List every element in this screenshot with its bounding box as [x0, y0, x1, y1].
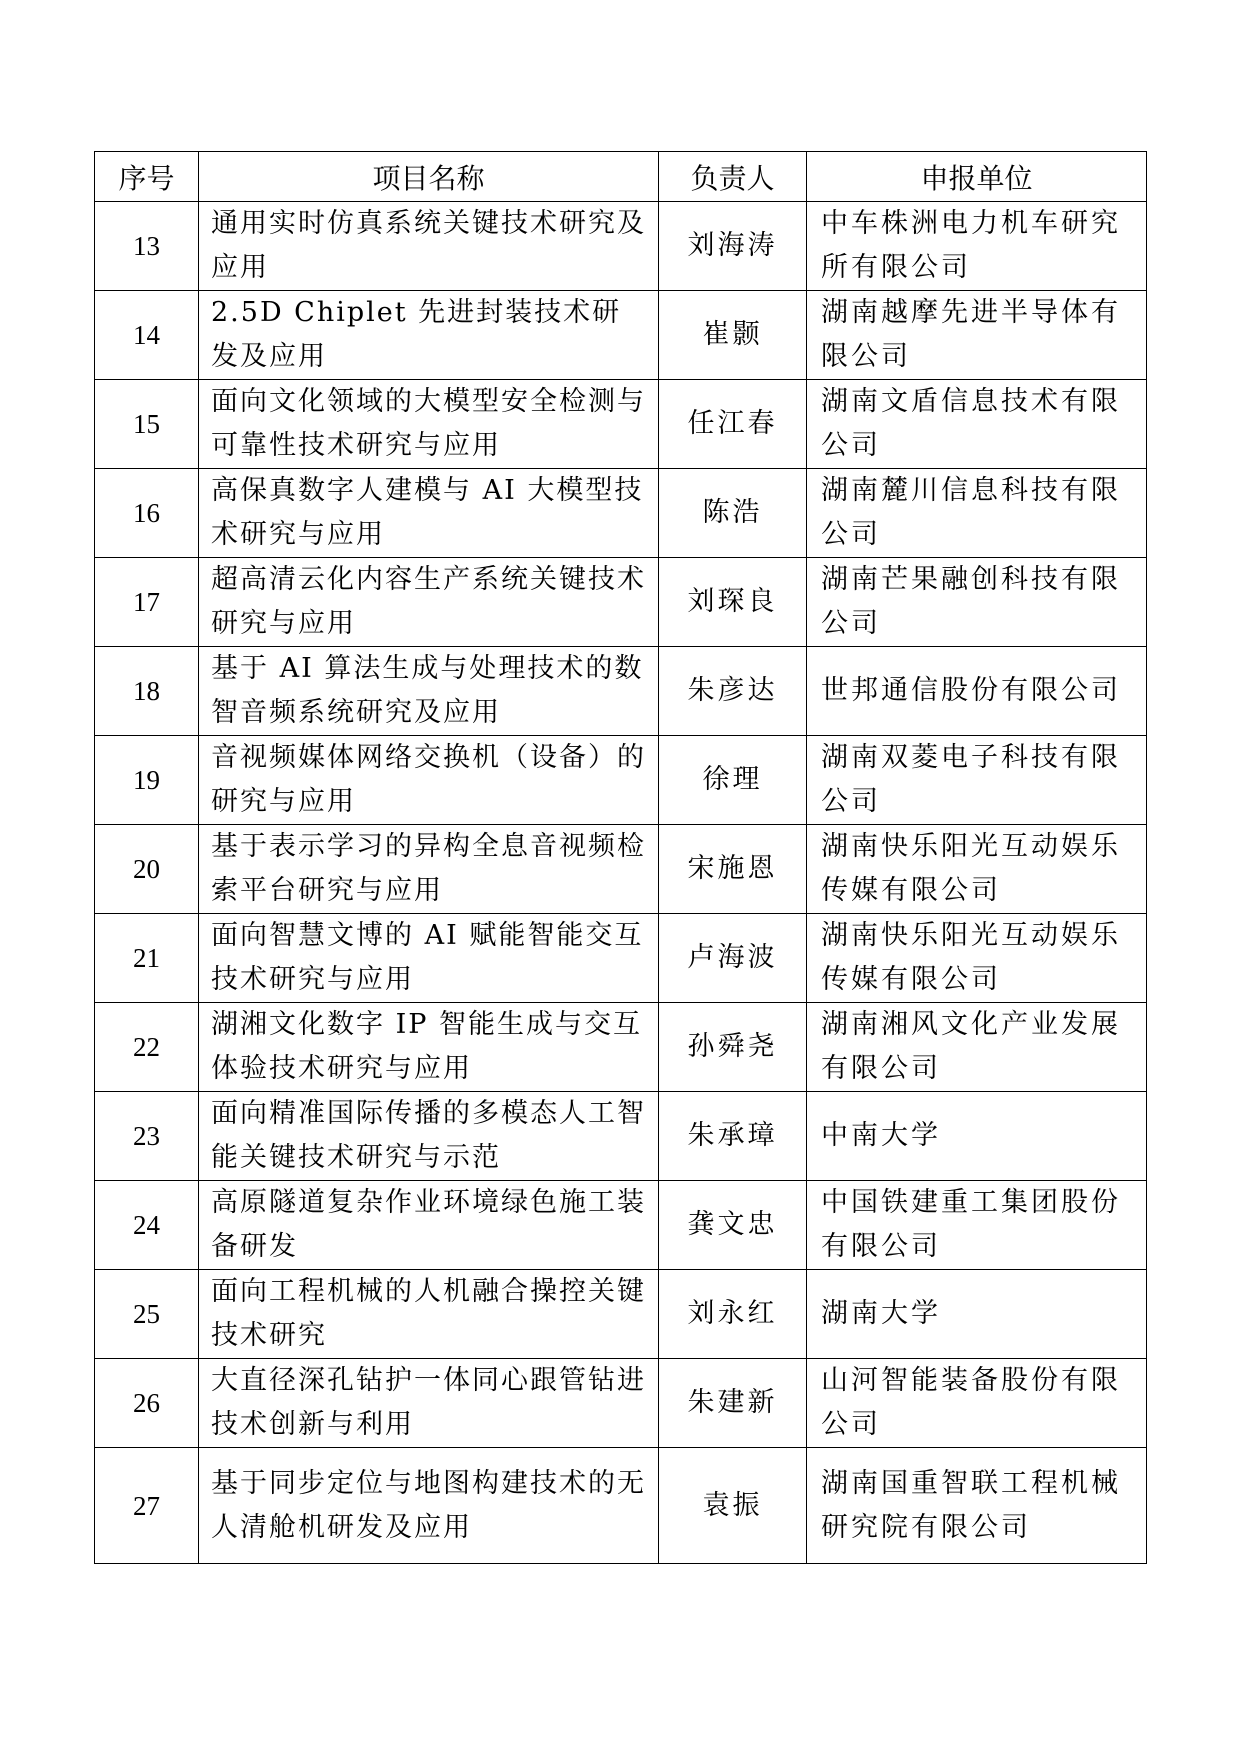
row-seq: 14 [95, 291, 199, 380]
row-seq: 24 [95, 1181, 199, 1270]
row-project-name: 音视频媒体网络交换机（设备）的研究与应用 [199, 736, 659, 825]
row-project-name: 基于表示学习的异构全息音视频检索平台研究与应用 [199, 825, 659, 914]
row-project-name: 面向智慧文博的 AI 赋能智能交互技术研究与应用 [199, 914, 659, 1003]
table-header-row [95, 152, 1147, 202]
row-project-name: 面向工程机械的人机融合操控关键技术研究 [199, 1270, 659, 1359]
table-row [95, 202, 1147, 291]
row-applicant-unit: 山河智能装备股份有限公司 [807, 1359, 1147, 1448]
row-applicant-unit: 世邦通信股份有限公司 [807, 647, 1147, 736]
row-applicant-unit: 湖南麓川信息科技有限公司 [807, 469, 1147, 558]
row-seq: 16 [95, 469, 199, 558]
row-project-name: 高原隧道复杂作业环境绿色施工装备研发 [199, 1181, 659, 1270]
row-project-name: 基于 AI 算法生成与处理技术的数智音频系统研究及应用 [199, 647, 659, 736]
row-seq: 13 [95, 202, 199, 291]
table-row [95, 647, 1147, 736]
row-applicant-unit: 湖南越摩先进半导体有限公司 [807, 291, 1147, 380]
row-leader: 袁振 [659, 1448, 807, 1564]
row-applicant-unit: 湖南文盾信息技术有限公司 [807, 380, 1147, 469]
row-applicant-unit: 湖南国重智联工程机械研究院有限公司 [807, 1448, 1147, 1564]
row-leader: 朱承璋 [659, 1092, 807, 1181]
row-applicant-unit: 中国铁建重工集团股份有限公司 [807, 1181, 1147, 1270]
row-leader: 任江春 [659, 380, 807, 469]
table-row [95, 291, 1147, 380]
row-seq: 21 [95, 914, 199, 1003]
row-project-name: 大直径深孔钻护一体同心跟管钻进技术创新与利用 [199, 1359, 659, 1448]
table-row [95, 825, 1147, 914]
row-seq: 19 [95, 736, 199, 825]
row-leader: 刘海涛 [659, 202, 807, 291]
row-seq: 18 [95, 647, 199, 736]
row-leader: 陈浩 [659, 469, 807, 558]
row-applicant-unit: 中南大学 [807, 1092, 1147, 1181]
row-seq: 20 [95, 825, 199, 914]
row-leader: 刘永红 [659, 1270, 807, 1359]
table-row [95, 469, 1147, 558]
row-project-name: 湖湘文化数字 IP 智能生成与交互体验技术研究与应用 [199, 1003, 659, 1092]
row-applicant-unit: 湖南芒果融创科技有限公司 [807, 558, 1147, 647]
row-project-name: 面向精准国际传播的多模态人工智能关键技术研究与示范 [199, 1092, 659, 1181]
row-seq: 25 [95, 1270, 199, 1359]
row-project-name: 超高清云化内容生产系统关键技术研究与应用 [199, 558, 659, 647]
row-seq: 27 [95, 1448, 199, 1564]
table-row [95, 914, 1147, 1003]
row-applicant-unit: 湖南湘风文化产业发展有限公司 [807, 1003, 1147, 1092]
row-leader: 卢海波 [659, 914, 807, 1003]
row-leader: 宋施恩 [659, 825, 807, 914]
row-leader: 徐理 [659, 736, 807, 825]
row-seq: 26 [95, 1359, 199, 1448]
row-project-name: 面向文化领域的大模型安全检测与可靠性技术研究与应用 [199, 380, 659, 469]
row-seq: 15 [95, 380, 199, 469]
table-row [95, 1181, 1147, 1270]
row-leader: 龚文忠 [659, 1181, 807, 1270]
row-seq: 23 [95, 1092, 199, 1181]
table-row [95, 1270, 1147, 1359]
row-leader: 刘琛良 [659, 558, 807, 647]
header-leader: 负责人 [659, 152, 807, 202]
table-row [95, 380, 1147, 469]
table-row [95, 1092, 1147, 1181]
header-applicant-unit: 申报单位 [807, 152, 1147, 202]
row-applicant-unit: 湖南大学 [807, 1270, 1147, 1359]
header-project-name: 项目名称 [199, 152, 659, 202]
row-leader: 朱彦达 [659, 647, 807, 736]
row-seq: 17 [95, 558, 199, 647]
table-row [95, 1359, 1147, 1448]
row-applicant-unit: 湖南快乐阳光互动娱乐传媒有限公司 [807, 914, 1147, 1003]
row-project-name: 基于同步定位与地图构建技术的无人清舱机研发及应用 [199, 1448, 659, 1564]
row-leader: 孙舜尧 [659, 1003, 807, 1092]
row-leader: 崔颢 [659, 291, 807, 380]
row-seq: 22 [95, 1003, 199, 1092]
row-leader: 朱建新 [659, 1359, 807, 1448]
header-seq: 序号 [95, 152, 199, 202]
row-project-name: 2.5D Chiplet 先进封装技术研发及应用 [199, 291, 659, 380]
table-row [95, 558, 1147, 647]
table-row [95, 1448, 1147, 1564]
row-project-name: 通用实时仿真系统关键技术研究及应用 [199, 202, 659, 291]
row-project-name: 高保真数字人建模与 AI 大模型技术研究与应用 [199, 469, 659, 558]
row-applicant-unit: 湖南快乐阳光互动娱乐传媒有限公司 [807, 825, 1147, 914]
table-row [95, 736, 1147, 825]
table-row [95, 1003, 1147, 1092]
project-table [94, 151, 1147, 1564]
row-applicant-unit: 湖南双菱电子科技有限公司 [807, 736, 1147, 825]
row-applicant-unit: 中车株洲电力机车研究所有限公司 [807, 202, 1147, 291]
